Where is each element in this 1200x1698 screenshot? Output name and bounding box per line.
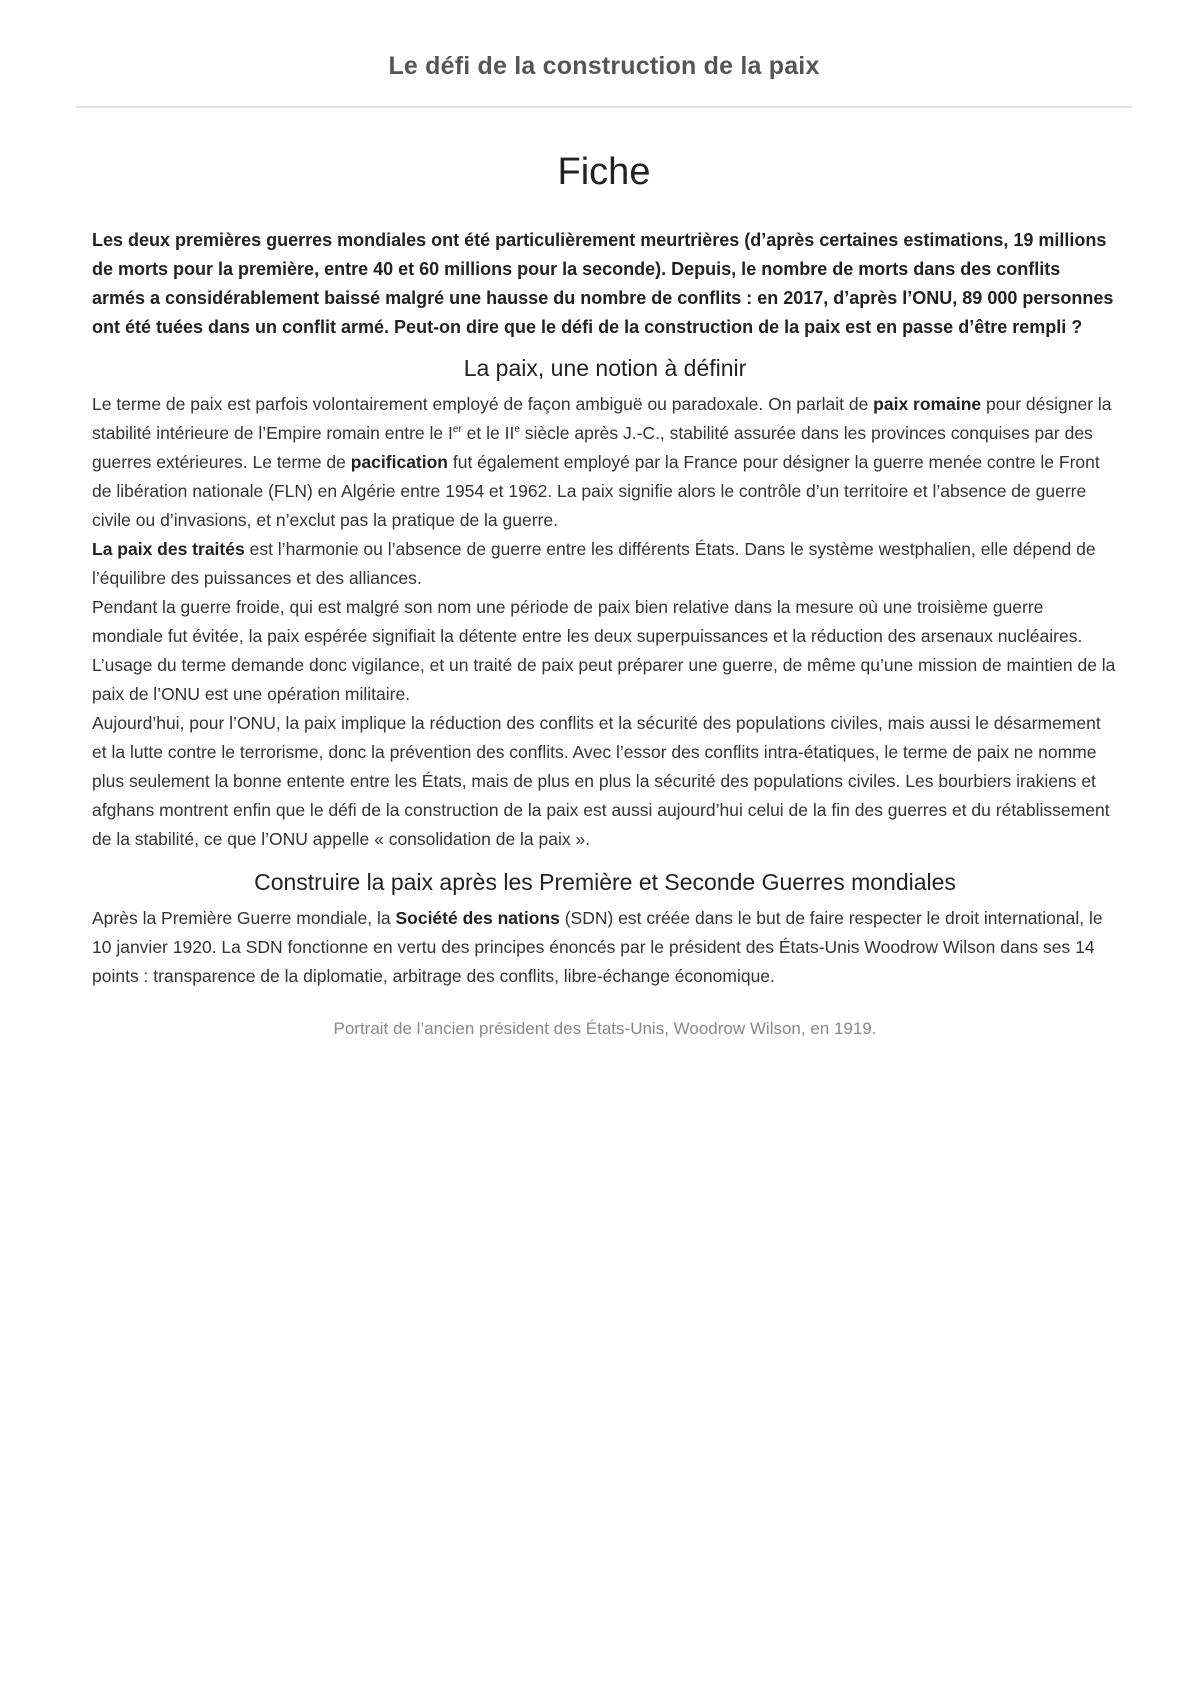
keyword-societe-des-nations: Société des nations (395, 908, 560, 928)
paragraph-sdn (92, 904, 1118, 991)
intro-paragraph: Les deux premières guerres mondiales ont été particulièrement meurtrières (d’après certaines estimations, 19 millions de morts pour la première, entre 40 et 60 millions pour la seconde). Depuis, le nombre de morts dans des conflits armés a considérablement baissé malgré une hausse du nombre de conflits : en 2017, d’après l’ONU, 89 000 personnes ont été tuées dans un conflit armé. Peut-on dire que le défi de la construction de la paix est en passe d’être rempli ? (92, 230, 1114, 337)
text-run: Après la Première Guerre mondiale, la (92, 908, 396, 928)
keyword-pacification: pacification (350, 452, 448, 472)
text-run: et le (461, 423, 505, 443)
section-title-construire: Construire la paix après les Première et Seconde Guerres mondiales (254, 869, 956, 895)
text-run: est l’harmonie ou l’absence de guerre entre les différents États. Dans le système westphalien, elle dépend de l’équilibre des puissances et des alliances. (92, 539, 1096, 588)
image-caption: Portrait de l’ancien président des États-Unis, Woodrow Wilson, en 1919. (333, 1019, 877, 1038)
section-title-notion: La paix, une notion à définir (463, 355, 747, 381)
paragraph-guerre-froide: Pendant la guerre froide, qui est malgré son nom une période de paix bien relative dans la mesure où une troisième guerre mondiale fut évitée, la paix espérée signifiait la détente entre les deux superpuissances et la réduction des arsenaux nucléaires. L’usage du terme demande donc vigilance, et un traité de paix peut préparer une guerre, de même qu’une mission de maintien de la paix de l’ONU est une opération militaire. (92, 597, 1116, 704)
paragraph-paix-romaine (92, 390, 1118, 535)
text-run: Le terme de paix est parfois volontairement employé de façon ambiguë ou paradoxale. On parlait de (92, 394, 874, 414)
document-header-title: Le défi de la construction de la paix (388, 52, 820, 80)
roman-numeral: I (448, 423, 453, 443)
text-run: fut également employé par la France pour désigner la guerre menée contre le Front de libération nationale (FLN) en Algérie entre 1954 et 1962. La paix signifie alors le contrôle d’un territoire et l’absence de guerre civile ou d’invasions, et n’exclut pas la pratique de la guerre. (92, 452, 1100, 530)
header-divider (76, 106, 1132, 108)
paragraph-paix-traites (92, 535, 1118, 593)
document-body (92, 226, 1118, 1041)
keyword-paix-des-traites: La paix des traités (92, 539, 245, 559)
paragraph-onu-aujourdhui: Aujourd’hui, pour l’ONU, la paix implique la réduction des conflits et la sécurité des populations civiles, mais aussi le désarmement et la lutte contre le terrorisme, donc la prévention des conflits. Avec l’essor des conflits intra-étatiques, le terme de paix ne nomme plus seulement la bonne entente entre les États, mais de plus en plus la sécurité des populations civiles. Les bourbiers irakiens et afghans montrent enfin que le défi de la construction de la paix est aussi aujourd’hui celui de la fin des guerres et du rétablissement de la stabilité, ce que l’ONU appelle « consolidation de la paix ». (92, 713, 1110, 849)
page-title: Fiche (557, 151, 651, 194)
text-run: pour désigner la stabilité intérieure de l’Empire romain entre le (92, 394, 1112, 443)
text-run: (SDN) est créée dans le but de faire respecter le droit international, le 10 janvier 1920. La SDN fonctionne en vertu des principes énoncés par le président des États-Unis Woodrow Wilson dans ses 14 points : transparence de la diplomatie, arbitrage des conflits, libre-échange économique. (92, 908, 1103, 986)
superscript: er (452, 424, 462, 436)
roman-numeral: II (504, 423, 515, 443)
keyword-paix-romaine: paix romaine (873, 394, 982, 414)
text-run: siècle après J.-C., stabilité assurée dans les provinces conquises par des guerres extérieures. Le terme de (92, 423, 1093, 472)
superscript: e (514, 424, 520, 436)
